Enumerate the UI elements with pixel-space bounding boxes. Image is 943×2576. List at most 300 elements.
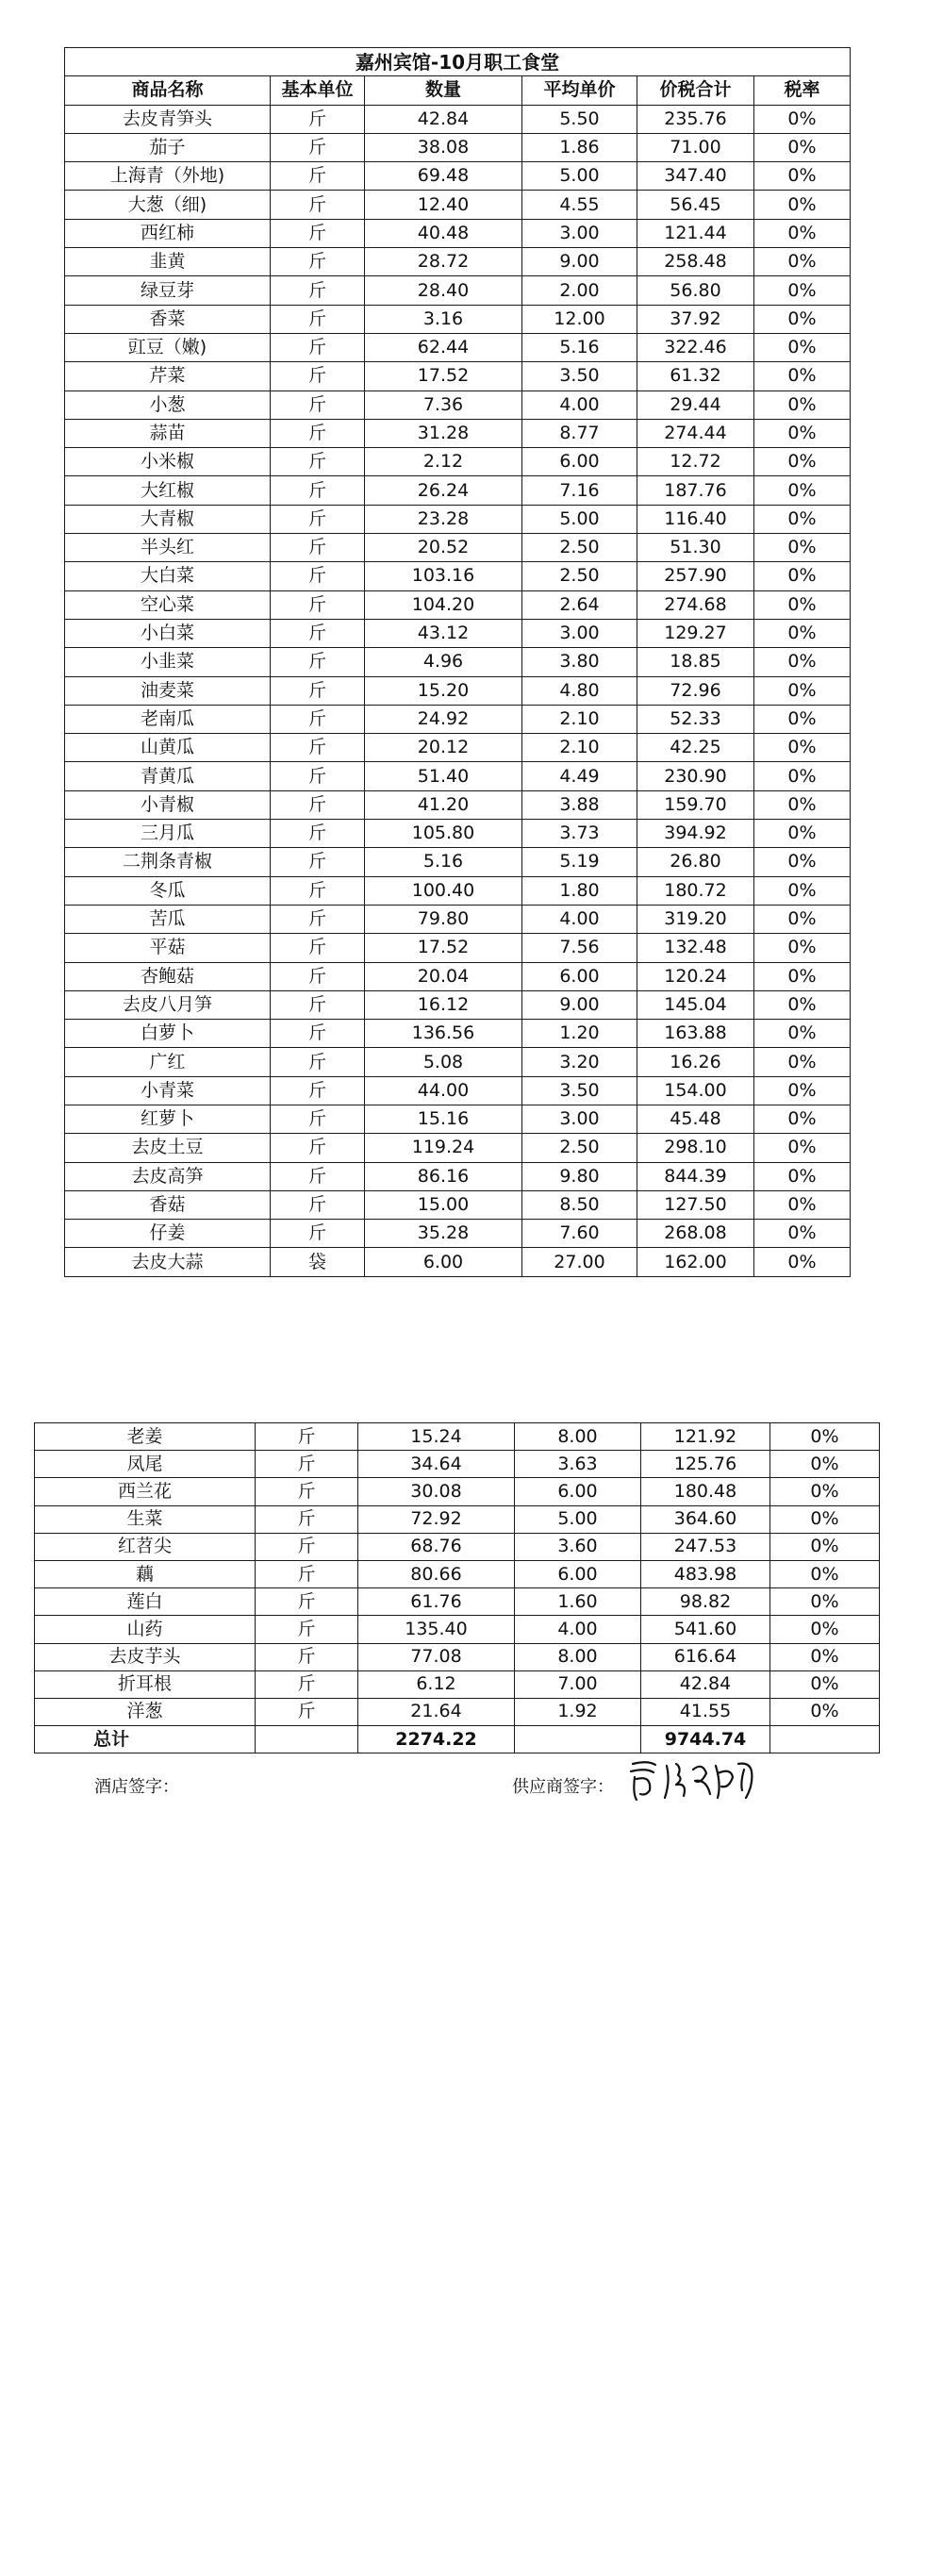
cell-name: 韭黄 bbox=[65, 248, 271, 276]
cell-price: 1.92 bbox=[515, 1698, 641, 1725]
table-body bbox=[65, 105, 851, 1276]
cell-amount: 154.00 bbox=[637, 1076, 754, 1105]
table-row bbox=[65, 1190, 851, 1219]
table-row bbox=[35, 1505, 880, 1533]
cell-amount: 483.98 bbox=[641, 1560, 770, 1587]
cell-price: 4.49 bbox=[522, 762, 637, 790]
cell-name: 小青菜 bbox=[65, 1076, 271, 1105]
cell-price: 9.00 bbox=[522, 248, 637, 276]
cell-price: 5.00 bbox=[515, 1505, 641, 1533]
table-row bbox=[65, 590, 851, 619]
cell-name: 去皮大蒜 bbox=[65, 1248, 271, 1276]
cell-qty: 69.48 bbox=[365, 162, 522, 191]
cell-unit: 斤 bbox=[271, 191, 365, 219]
cell-price: 6.00 bbox=[515, 1560, 641, 1587]
table-row bbox=[65, 562, 851, 590]
table-row bbox=[65, 1048, 851, 1076]
cell-qty: 103.16 bbox=[365, 562, 522, 590]
cell-amount: 180.72 bbox=[637, 876, 754, 905]
cell-name: 杏鲍菇 bbox=[65, 962, 271, 990]
cell-qty: 42.84 bbox=[365, 105, 522, 133]
cell-price: 3.00 bbox=[522, 619, 637, 647]
table-row bbox=[65, 762, 851, 790]
table-row bbox=[35, 1670, 880, 1698]
cell-amount: 12.72 bbox=[637, 448, 754, 476]
table-row bbox=[65, 133, 851, 161]
cell-price: 7.00 bbox=[515, 1670, 641, 1698]
cell-qty: 31.28 bbox=[365, 419, 522, 447]
cell-qty: 80.66 bbox=[358, 1560, 515, 1587]
cell-price: 9.00 bbox=[522, 990, 637, 1019]
table-row bbox=[65, 790, 851, 819]
cell-amount: 347.40 bbox=[637, 162, 754, 191]
cell-tax: 0% bbox=[754, 391, 851, 419]
table-row bbox=[65, 162, 851, 191]
cell-tax: 0% bbox=[770, 1560, 880, 1587]
table-row bbox=[65, 505, 851, 533]
cell-name: 生菜 bbox=[35, 1505, 256, 1533]
header-tax: 税率 bbox=[754, 76, 851, 105]
header-amount: 价税合计 bbox=[637, 76, 754, 105]
cell-qty: 15.00 bbox=[365, 1190, 522, 1219]
cell-qty: 119.24 bbox=[365, 1134, 522, 1162]
cell-amount: 121.44 bbox=[637, 219, 754, 247]
cell-qty: 77.08 bbox=[358, 1643, 515, 1670]
cell-name: 平菇 bbox=[65, 934, 271, 962]
cell-price: 3.00 bbox=[522, 1105, 637, 1133]
cell-amount: 163.88 bbox=[637, 1020, 754, 1048]
cell-unit: 斤 bbox=[256, 1423, 358, 1451]
cell-unit: 斤 bbox=[271, 876, 365, 905]
cell-tax: 0% bbox=[754, 619, 851, 647]
cell-name: 蒜苗 bbox=[65, 419, 271, 447]
cell-qty: 86.16 bbox=[365, 1162, 522, 1190]
cell-unit: 斤 bbox=[256, 1670, 358, 1698]
cell-qty: 44.00 bbox=[365, 1076, 522, 1105]
cell-name: 豇豆（嫩) bbox=[65, 333, 271, 361]
cell-qty: 61.76 bbox=[358, 1588, 515, 1616]
table-row bbox=[35, 1451, 880, 1478]
cell-amount: 56.45 bbox=[637, 191, 754, 219]
cell-tax: 0% bbox=[754, 219, 851, 247]
cell-qty: 68.76 bbox=[358, 1533, 515, 1560]
cell-price: 4.00 bbox=[515, 1616, 641, 1643]
cell-tax: 0% bbox=[770, 1423, 880, 1451]
cell-qty: 17.52 bbox=[365, 934, 522, 962]
cell-amount: 127.50 bbox=[637, 1190, 754, 1219]
table-row bbox=[65, 419, 851, 447]
cell-price: 2.50 bbox=[522, 562, 637, 590]
table-row bbox=[65, 876, 851, 905]
table-row bbox=[65, 476, 851, 505]
cell-name: 绿豆芽 bbox=[65, 276, 271, 305]
table-row bbox=[65, 191, 851, 219]
table-row bbox=[65, 962, 851, 990]
cell-name: 冬瓜 bbox=[65, 876, 271, 905]
cell-name: 广红 bbox=[65, 1048, 271, 1076]
cell-name: 去皮芋头 bbox=[35, 1643, 256, 1670]
cell-name: 老南瓜 bbox=[65, 705, 271, 733]
cell-price: 5.00 bbox=[522, 505, 637, 533]
cell-name: 茄子 bbox=[65, 133, 271, 161]
cell-tax: 0% bbox=[754, 648, 851, 676]
cell-unit: 斤 bbox=[271, 333, 365, 361]
cell-price: 5.00 bbox=[522, 162, 637, 191]
table-row bbox=[35, 1478, 880, 1505]
cell-unit: 斤 bbox=[271, 534, 365, 562]
cell-qty: 28.72 bbox=[365, 248, 522, 276]
cell-qty: 51.40 bbox=[365, 762, 522, 790]
cell-tax: 0% bbox=[770, 1698, 880, 1725]
table-row bbox=[65, 391, 851, 419]
cell-qty: 21.64 bbox=[358, 1698, 515, 1725]
cell-tax: 0% bbox=[754, 1190, 851, 1219]
cell-unit: 斤 bbox=[271, 676, 365, 705]
cell-price: 27.00 bbox=[522, 1248, 637, 1276]
cell-tax: 0% bbox=[754, 1048, 851, 1076]
cell-name: 大青椒 bbox=[65, 505, 271, 533]
cell-tax: 0% bbox=[754, 276, 851, 305]
cell-unit: 斤 bbox=[256, 1616, 358, 1643]
cell-amount: 72.96 bbox=[637, 676, 754, 705]
table-row bbox=[35, 1533, 880, 1560]
cell-name: 小葱 bbox=[65, 391, 271, 419]
cell-name: 大白菜 bbox=[65, 562, 271, 590]
cell-price: 3.20 bbox=[522, 1048, 637, 1076]
cell-tax: 0% bbox=[770, 1670, 880, 1698]
cell-amount: 41.55 bbox=[641, 1698, 770, 1725]
cell-amount: 616.64 bbox=[641, 1643, 770, 1670]
cell-amount: 26.80 bbox=[637, 848, 754, 876]
cell-unit: 斤 bbox=[271, 934, 365, 962]
cell-price: 6.00 bbox=[515, 1478, 641, 1505]
cell-qty: 20.52 bbox=[365, 534, 522, 562]
cell-price: 6.00 bbox=[522, 448, 637, 476]
cell-name: 红萝卜 bbox=[65, 1105, 271, 1133]
cell-unit: 斤 bbox=[271, 476, 365, 505]
table-row bbox=[65, 105, 851, 133]
cell-unit: 斤 bbox=[271, 505, 365, 533]
cell-unit: 斤 bbox=[271, 105, 365, 133]
cell-name: 山药 bbox=[35, 1616, 256, 1643]
cell-unit: 斤 bbox=[256, 1451, 358, 1478]
cell-tax: 0% bbox=[754, 990, 851, 1019]
cell-name: 去皮高笋 bbox=[65, 1162, 271, 1190]
cell-tax: 0% bbox=[754, 905, 851, 933]
table-row bbox=[65, 1020, 851, 1048]
cell-qty: 5.16 bbox=[365, 848, 522, 876]
cell-price: 4.00 bbox=[522, 905, 637, 933]
cell-qty: 20.12 bbox=[365, 734, 522, 762]
cell-qty: 26.24 bbox=[365, 476, 522, 505]
cell-amount: 98.82 bbox=[641, 1588, 770, 1616]
cell-unit: 斤 bbox=[271, 448, 365, 476]
table-row bbox=[65, 248, 851, 276]
cell-price: 12.00 bbox=[522, 305, 637, 333]
table-row bbox=[65, 705, 851, 733]
cell-tax: 0% bbox=[754, 820, 851, 848]
table-body bbox=[35, 1423, 880, 1726]
handwritten-signature bbox=[627, 1756, 769, 1803]
cell-name: 西红柿 bbox=[65, 219, 271, 247]
cell-name: 三月瓜 bbox=[65, 820, 271, 848]
cell-tax: 0% bbox=[754, 590, 851, 619]
cell-tax: 0% bbox=[754, 734, 851, 762]
cell-name: 小米椒 bbox=[65, 448, 271, 476]
total-unit bbox=[256, 1726, 358, 1753]
cell-unit: 斤 bbox=[271, 705, 365, 733]
cell-tax: 0% bbox=[770, 1478, 880, 1505]
cell-amount: 56.80 bbox=[637, 276, 754, 305]
cell-qty: 16.12 bbox=[365, 990, 522, 1019]
cell-name: 上海青（外地) bbox=[65, 162, 271, 191]
table-row bbox=[65, 1105, 851, 1133]
table-row bbox=[65, 448, 851, 476]
cell-name: 大葱（细) bbox=[65, 191, 271, 219]
table-title: 嘉州宾馆-10月职工食堂 bbox=[65, 48, 851, 76]
cell-unit: 斤 bbox=[271, 1134, 365, 1162]
cell-qty: 6.00 bbox=[365, 1248, 522, 1276]
cell-name: 香菜 bbox=[65, 305, 271, 333]
cell-amount: 116.40 bbox=[637, 505, 754, 533]
cell-qty: 15.24 bbox=[358, 1423, 515, 1451]
cell-amount: 29.44 bbox=[637, 391, 754, 419]
table-row bbox=[35, 1616, 880, 1643]
cell-name: 小韭菜 bbox=[65, 648, 271, 676]
table-row bbox=[35, 1698, 880, 1725]
hotel-signature-label: 酒店签字： bbox=[94, 1777, 179, 1797]
cell-name: 折耳根 bbox=[35, 1670, 256, 1698]
cell-price: 7.16 bbox=[522, 476, 637, 505]
cell-price: 4.55 bbox=[522, 191, 637, 219]
cell-unit: 斤 bbox=[271, 305, 365, 333]
cell-unit: 斤 bbox=[256, 1698, 358, 1725]
cell-unit: 斤 bbox=[256, 1478, 358, 1505]
cell-unit: 斤 bbox=[271, 562, 365, 590]
cell-name: 半头红 bbox=[65, 534, 271, 562]
cell-amount: 274.68 bbox=[637, 590, 754, 619]
cell-qty: 35.28 bbox=[365, 1220, 522, 1248]
cell-name: 空心菜 bbox=[65, 590, 271, 619]
cell-price: 3.80 bbox=[522, 648, 637, 676]
cell-amount: 125.76 bbox=[641, 1451, 770, 1478]
cell-unit: 斤 bbox=[271, 648, 365, 676]
table-row bbox=[35, 1423, 880, 1451]
cell-tax: 0% bbox=[754, 162, 851, 191]
table-row bbox=[65, 676, 851, 705]
cell-name: 洋葱 bbox=[35, 1698, 256, 1725]
cell-amount: 180.48 bbox=[641, 1478, 770, 1505]
cell-qty: 79.80 bbox=[365, 905, 522, 933]
cell-name: 去皮八月笋 bbox=[65, 990, 271, 1019]
cell-tax: 0% bbox=[754, 105, 851, 133]
cell-price: 3.00 bbox=[522, 219, 637, 247]
cell-unit: 斤 bbox=[271, 162, 365, 191]
cell-amount: 394.92 bbox=[637, 820, 754, 848]
cell-tax: 0% bbox=[754, 1020, 851, 1048]
supplier-signature-label: 供应商签字： bbox=[512, 1777, 614, 1797]
cell-unit: 斤 bbox=[271, 1020, 365, 1048]
cell-qty: 100.40 bbox=[365, 876, 522, 905]
cell-amount: 16.26 bbox=[637, 1048, 754, 1076]
cell-price: 8.00 bbox=[515, 1423, 641, 1451]
cell-qty: 62.44 bbox=[365, 333, 522, 361]
cell-unit: 斤 bbox=[271, 276, 365, 305]
cell-amount: 274.44 bbox=[637, 419, 754, 447]
cell-amount: 257.90 bbox=[637, 562, 754, 590]
cell-amount: 42.84 bbox=[641, 1670, 770, 1698]
total-quantity: 2274.22 bbox=[358, 1726, 515, 1753]
cell-qty: 15.16 bbox=[365, 1105, 522, 1133]
cell-name: 莲白 bbox=[35, 1588, 256, 1616]
cell-qty: 7.36 bbox=[365, 391, 522, 419]
cell-qty: 2.12 bbox=[365, 448, 522, 476]
cell-price: 5.50 bbox=[522, 105, 637, 133]
cell-amount: 18.85 bbox=[637, 648, 754, 676]
total-row bbox=[35, 1726, 880, 1753]
cell-tax: 0% bbox=[754, 1076, 851, 1105]
cell-tax: 0% bbox=[754, 333, 851, 361]
cell-price: 3.73 bbox=[522, 820, 637, 848]
cell-amount: 162.00 bbox=[637, 1248, 754, 1276]
cell-qty: 15.20 bbox=[365, 676, 522, 705]
cell-amount: 132.48 bbox=[637, 934, 754, 962]
cell-tax: 0% bbox=[770, 1588, 880, 1616]
cell-price: 2.00 bbox=[522, 276, 637, 305]
cell-unit: 斤 bbox=[271, 1105, 365, 1133]
cell-price: 2.50 bbox=[522, 534, 637, 562]
cell-price: 1.86 bbox=[522, 133, 637, 161]
cell-tax: 0% bbox=[754, 305, 851, 333]
cell-tax: 0% bbox=[754, 1134, 851, 1162]
total-price bbox=[515, 1726, 641, 1753]
cell-amount: 45.48 bbox=[637, 1105, 754, 1133]
cell-tax: 0% bbox=[754, 1220, 851, 1248]
cell-unit: 斤 bbox=[271, 1220, 365, 1248]
cell-name: 芹菜 bbox=[65, 362, 271, 391]
goods-table-continued bbox=[34, 1422, 880, 1753]
cell-amount: 61.32 bbox=[637, 362, 754, 391]
cell-price: 5.16 bbox=[522, 333, 637, 361]
total-amount: 9744.74 bbox=[641, 1726, 770, 1753]
table-row bbox=[65, 1220, 851, 1248]
table-row bbox=[35, 1643, 880, 1670]
header-row bbox=[65, 76, 851, 105]
cell-unit: 斤 bbox=[271, 820, 365, 848]
cell-amount: 159.70 bbox=[637, 790, 754, 819]
cell-qty: 4.96 bbox=[365, 648, 522, 676]
cell-price: 2.50 bbox=[522, 1134, 637, 1162]
cell-qty: 38.08 bbox=[365, 133, 522, 161]
cell-tax: 0% bbox=[754, 448, 851, 476]
cell-unit: 斤 bbox=[271, 248, 365, 276]
cell-price: 6.00 bbox=[522, 962, 637, 990]
cell-unit: 斤 bbox=[271, 362, 365, 391]
cell-unit: 斤 bbox=[271, 619, 365, 647]
cell-tax: 0% bbox=[754, 876, 851, 905]
cell-name: 凤尾 bbox=[35, 1451, 256, 1478]
cell-qty: 136.56 bbox=[365, 1020, 522, 1048]
table-row bbox=[35, 1560, 880, 1587]
cell-tax: 0% bbox=[754, 934, 851, 962]
cell-tax: 0% bbox=[754, 191, 851, 219]
cell-tax: 0% bbox=[754, 562, 851, 590]
table-row bbox=[65, 648, 851, 676]
table-row bbox=[35, 1588, 880, 1616]
cell-unit: 袋 bbox=[271, 1248, 365, 1276]
cell-amount: 129.27 bbox=[637, 619, 754, 647]
table-row bbox=[65, 362, 851, 391]
cell-amount: 364.60 bbox=[641, 1505, 770, 1533]
cell-name: 老姜 bbox=[35, 1423, 256, 1451]
cell-amount: 42.25 bbox=[637, 734, 754, 762]
cell-price: 2.10 bbox=[522, 734, 637, 762]
cell-unit: 斤 bbox=[271, 391, 365, 419]
header-unit: 基本单位 bbox=[271, 76, 365, 105]
table-row bbox=[65, 934, 851, 962]
cell-name: 西兰花 bbox=[35, 1478, 256, 1505]
table-row bbox=[65, 305, 851, 333]
cell-unit: 斤 bbox=[256, 1560, 358, 1587]
cell-price: 7.60 bbox=[522, 1220, 637, 1248]
cell-amount: 247.53 bbox=[641, 1533, 770, 1560]
cell-unit: 斤 bbox=[271, 962, 365, 990]
cell-price: 1.20 bbox=[522, 1020, 637, 1048]
cell-amount: 120.24 bbox=[637, 962, 754, 990]
cell-amount: 145.04 bbox=[637, 990, 754, 1019]
cell-qty: 24.92 bbox=[365, 705, 522, 733]
cell-amount: 235.76 bbox=[637, 105, 754, 133]
cell-amount: 268.08 bbox=[637, 1220, 754, 1248]
cell-unit: 斤 bbox=[271, 848, 365, 876]
table-row bbox=[65, 990, 851, 1019]
cell-qty: 40.48 bbox=[365, 219, 522, 247]
table-row bbox=[65, 1134, 851, 1162]
cell-qty: 105.80 bbox=[365, 820, 522, 848]
cell-tax: 0% bbox=[770, 1643, 880, 1670]
cell-tax: 0% bbox=[770, 1451, 880, 1478]
cell-qty: 17.52 bbox=[365, 362, 522, 391]
cell-price: 4.00 bbox=[522, 391, 637, 419]
cell-qty: 28.40 bbox=[365, 276, 522, 305]
cell-name: 香菇 bbox=[65, 1190, 271, 1219]
cell-unit: 斤 bbox=[271, 905, 365, 933]
cell-qty: 30.08 bbox=[358, 1478, 515, 1505]
table-row bbox=[65, 1162, 851, 1190]
cell-name: 油麦菜 bbox=[65, 676, 271, 705]
cell-amount: 37.92 bbox=[637, 305, 754, 333]
cell-amount: 230.90 bbox=[637, 762, 754, 790]
table-row bbox=[65, 333, 851, 361]
cell-price: 3.63 bbox=[515, 1451, 641, 1478]
cell-price: 3.50 bbox=[522, 362, 637, 391]
cell-name: 红苕尖 bbox=[35, 1533, 256, 1560]
total-tax bbox=[770, 1726, 880, 1753]
cell-name: 小白菜 bbox=[65, 619, 271, 647]
cell-price: 1.60 bbox=[515, 1588, 641, 1616]
header-name: 商品名称 bbox=[65, 76, 271, 105]
cell-amount: 844.39 bbox=[637, 1162, 754, 1190]
cell-unit: 斤 bbox=[271, 219, 365, 247]
table-row bbox=[65, 619, 851, 647]
cell-unit: 斤 bbox=[271, 990, 365, 1019]
cell-name: 山黄瓜 bbox=[65, 734, 271, 762]
cell-name: 去皮土豆 bbox=[65, 1134, 271, 1162]
cell-amount: 298.10 bbox=[637, 1134, 754, 1162]
cell-tax: 0% bbox=[770, 1505, 880, 1533]
cell-qty: 20.04 bbox=[365, 962, 522, 990]
table-row bbox=[65, 534, 851, 562]
